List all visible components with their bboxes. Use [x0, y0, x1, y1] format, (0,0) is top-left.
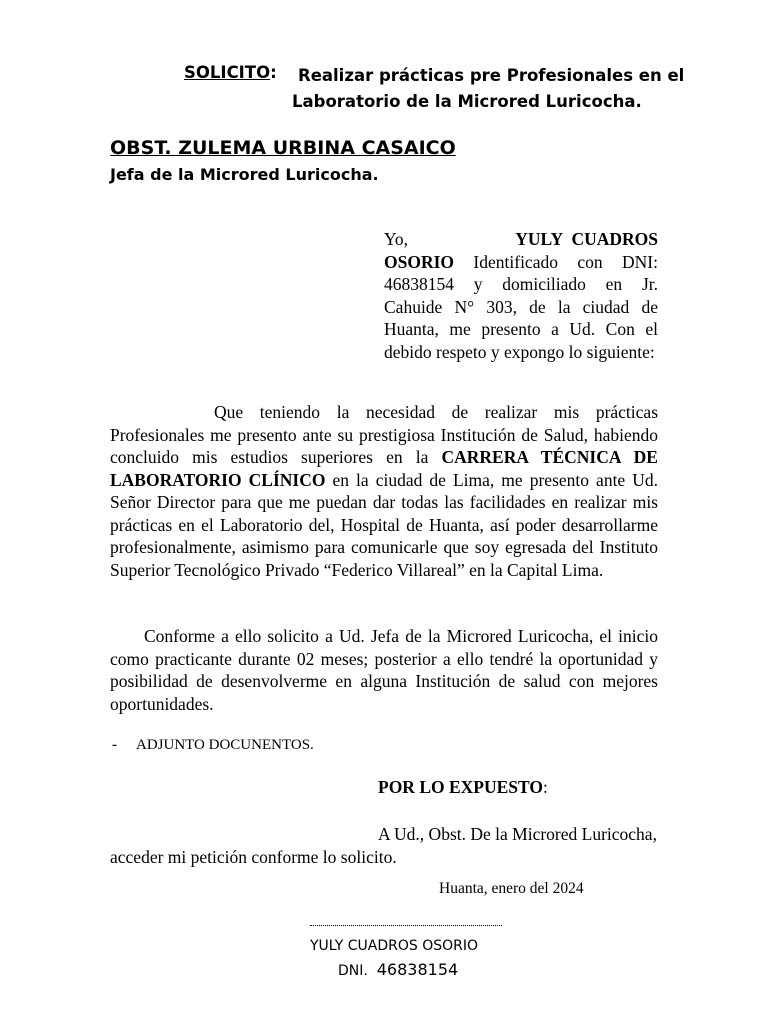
- conclusion-heading: [378, 777, 548, 798]
- attachment-text: ADJUNTO DOCUNENTOS.: [136, 737, 314, 753]
- body-p2-text: Conforme a ello solicito a Ud. Jefa de la Microred Luricocha, el inicio como practicante durante 02 meses; posterior a ello tendré la oportunidad y posibilidad de desenvolverme en alguna Institución de salud con mejores oportunidades.: [110, 626, 658, 714]
- intro-yo: Yo,: [384, 229, 409, 249]
- document-date: Huanta, enero del 2024: [439, 880, 584, 897]
- solicito-line-2: Laboratorio de la Microred Luricocha.: [292, 92, 642, 111]
- signature-name: YULY CUADROS OSORIO: [310, 938, 479, 954]
- career-name: CARRERA TÉCNICA DE LABORATORIO CLÍNICO: [110, 447, 658, 490]
- solicito-colon: :: [270, 63, 277, 82]
- conclusion-heading-text: POR LO EXPUESTO: [378, 777, 543, 797]
- signature-dni: [338, 960, 458, 979]
- attachment-item: [112, 737, 314, 754]
- closing-request-text: A Ud., Obst. De la Microred Luricocha, acceder mi petición conforme lo solicito.: [110, 824, 657, 867]
- intro-paragraph: [384, 228, 658, 363]
- recipient-name: OBST. ZULEMA URBINA CASAICO: [110, 137, 456, 159]
- recipient-title: Jefa de la Microred Luricocha.: [110, 165, 379, 184]
- intro-text: Identificado con DNI: 46838154 y domiciliado en Jr. Cahuide N° 303, de la ciudad de Huanta, me presento a Ud. Con el debido respeto y expongo lo siguiente:: [384, 251, 658, 362]
- dni-number: 46838154: [376, 960, 459, 979]
- conclusion-colon: :: [543, 777, 548, 797]
- attachment-bullet: -: [112, 737, 117, 753]
- body-p1-text: Que teniendo la necesidad de realizar mis prácticas Profesionales me presento ante su prestigiosa Institución de Salud, habiendo concluido mis estudios superiores en la: [110, 402, 658, 467]
- solicito-subject: [292, 63, 712, 115]
- applicant-name: YULY CUADROS OSORIO: [384, 229, 658, 272]
- signature-line: [310, 925, 502, 926]
- solicito-line-1: Realizar prácticas pre Profesionales en el: [298, 66, 685, 85]
- body-p1-text-end: en la ciudad de Lima, me presento ante Ud. Señor Director para que me puedan dar todas las facilidades en realizar mis prácticas en el Laboratorio del, Hospital de Huanta, así poder desarrollarme profesionalmente, asimismo para comunicarle que soy egresada del Instituto Superior Tecnológico Privado “Federico Villareal” en la Capital Lima.: [110, 469, 658, 580]
- body-paragraph-2: [110, 625, 658, 715]
- body-paragraph-1: [110, 401, 658, 581]
- dni-label: DNI.: [338, 963, 368, 979]
- solicito-word: SOLICITO: [184, 63, 271, 82]
- closing-request: [110, 823, 658, 868]
- solicito-label: [184, 63, 277, 82]
